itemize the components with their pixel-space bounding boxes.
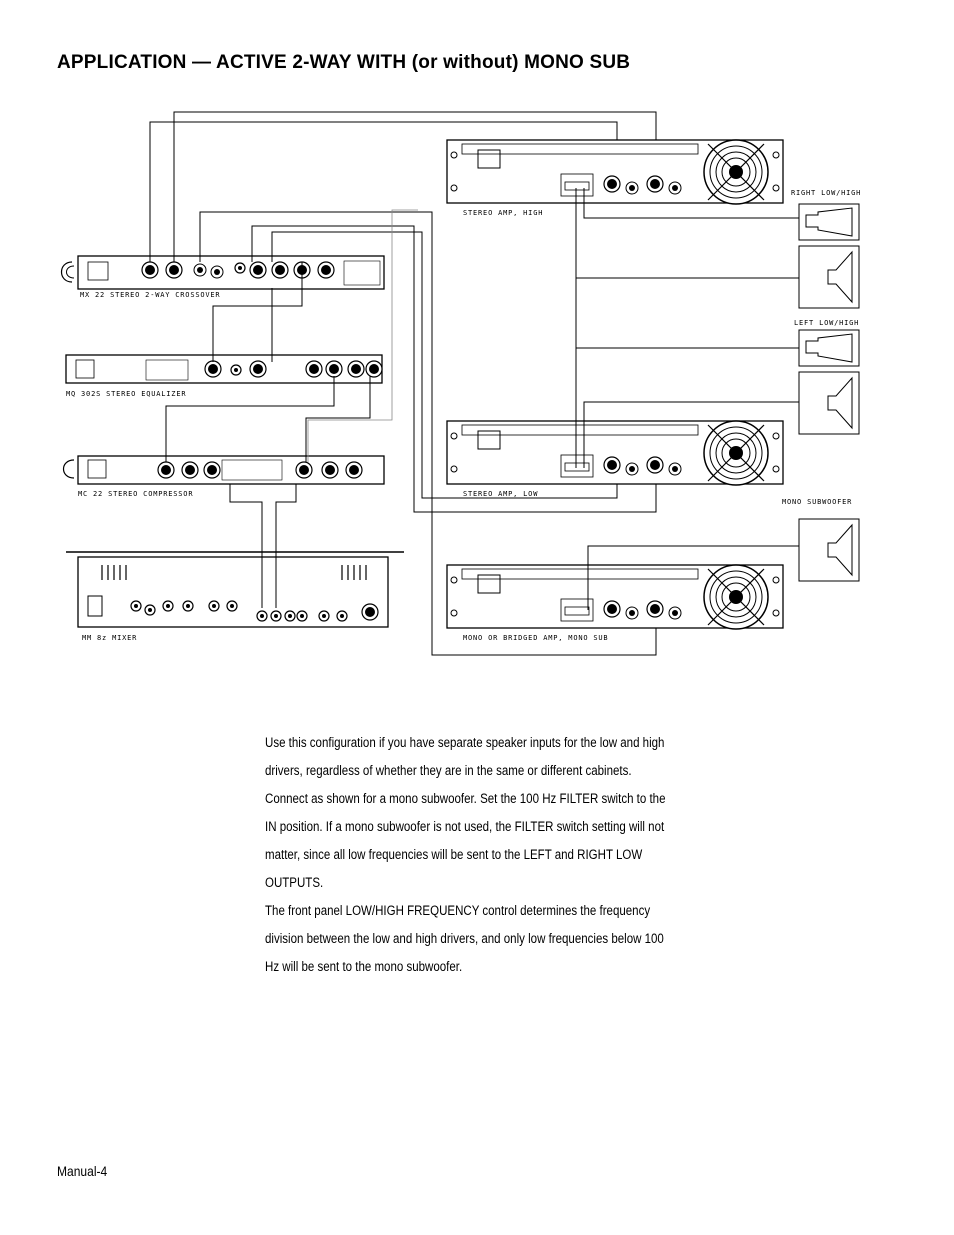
paragraph-1: Use this configuration if you have separate speaker inputs for the low and high drivers, regardless of whether they are in the same or different cabinets. xyxy=(265,735,665,778)
amp-high-label: STEREO AMP, HIGH xyxy=(463,209,544,217)
body-text xyxy=(265,729,669,981)
amp-mono xyxy=(447,565,783,629)
crossover-label: MX 22 STEREO 2-WAY CROSSOVER xyxy=(80,291,221,299)
mixer-unit xyxy=(66,552,404,627)
amp-low xyxy=(447,421,783,485)
amp-high xyxy=(447,140,783,204)
amp-low-label: STEREO AMP, LOW xyxy=(463,490,539,498)
paragraph-2: Connect as shown for a mono subwoofer. Set the 100 Hz FILTER switch to the IN position. If a mono subwoofer is not used, the FILTER switch setting will not matter, since all low frequencies will be sent to the LEFT and RIGHT LOW OUTPUTS. xyxy=(265,791,666,890)
equalizer-label: MQ 302S STEREO EQUALIZER xyxy=(66,390,187,398)
left-woofer xyxy=(799,372,859,434)
page-footer: Manual-4 xyxy=(57,1163,108,1179)
compressor-unit xyxy=(64,456,385,484)
left-speaker-label: LEFT LOW/HIGH xyxy=(794,319,860,327)
mono-sub-woofer xyxy=(799,519,859,581)
amp-mono-label: MONO OR BRIDGED AMP, MONO SUB xyxy=(463,634,609,642)
right-horn xyxy=(799,204,859,240)
paragraph-3: The front panel LOW/HIGH FREQUENCY control determines the frequency division between the low and high drivers, and only low frequencies below 100 Hz will be sent to the mono subwoofer. xyxy=(265,903,664,974)
left-horn xyxy=(799,330,859,366)
right-speaker-label: RIGHT LOW/HIGH xyxy=(791,189,862,197)
compressor-label: MC 22 STEREO COMPRESSOR xyxy=(78,490,194,498)
right-woofer xyxy=(799,246,859,308)
mono-sub-label: MONO SUBWOOFER xyxy=(782,498,853,506)
crossover-unit xyxy=(62,256,385,289)
mixer-label: MM 8z MIXER xyxy=(82,634,138,642)
page-title: APPLICATION — ACTIVE 2-WAY WITH (or without) MONO SUB xyxy=(57,52,631,73)
equalizer-unit xyxy=(66,355,382,383)
